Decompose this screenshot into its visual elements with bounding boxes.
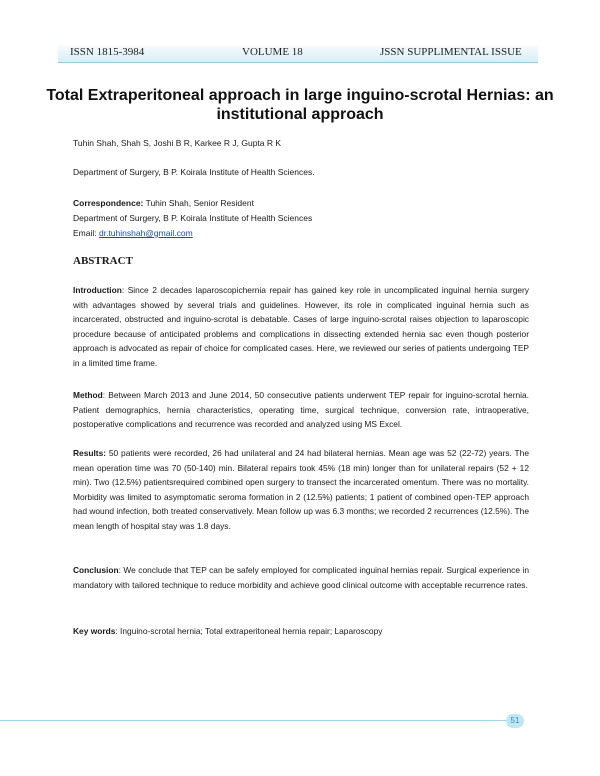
- footer-divider: [0, 720, 520, 721]
- affiliation: Department of Surgery, B P. Koirala Institute of Health Sciences.: [73, 167, 315, 177]
- page-number: 51: [506, 714, 524, 728]
- conclusion-label: Conclusion: [73, 565, 119, 575]
- introduction-label: Introduction: [73, 285, 122, 295]
- email-link[interactable]: dr.tuhinshah@gmail.com: [98, 228, 193, 238]
- conclusion-paragraph: [73, 563, 529, 592]
- conclusion-text: : We conclude that TEP can be safely employed for complicated inguinal hernias repair. Surgical experience in mandatory with tailored technique to reduce morbidity and achieve good clinical outcome with acceptable recurrence rates.: [73, 565, 529, 590]
- journal-header: [58, 44, 538, 63]
- correspondence-block: [73, 196, 312, 241]
- keywords-text: : Inguino-scrotal hernia; Total extraperitoneal hernia repair; Laparoscopy: [115, 626, 383, 636]
- results-label: Results:: [73, 448, 107, 458]
- email-line: [73, 226, 312, 241]
- correspondence-department: Department of Surgery, B P. Koirala Institute of Health Sciences: [73, 213, 313, 223]
- header-volume: VOLUME 18: [242, 46, 303, 58]
- author-list: Tuhin Shah, Shah S, Joshi B R, Karkee R J, Gupta R K: [73, 138, 282, 148]
- method-paragraph: [73, 388, 529, 432]
- correspondence-name: Tuhin Shah, Senior Resident: [143, 198, 254, 208]
- keywords-paragraph: [73, 624, 529, 639]
- method-label: Method: [73, 390, 103, 400]
- correspondence-line: [73, 196, 312, 211]
- header-jssn: JSSN SUPPLIMENTAL ISSUE: [380, 46, 522, 58]
- correspondence-label: Correspondence:: [73, 198, 144, 208]
- introduction-text: : Since 2 decades laparoscopichernia repair has gained key role in uncomplicated inguinal hernia surgery with advantages showed by several trials and guidelines. However, its role in complicated inguinal hernia such as incarcerated, obstructed and inguino-scrotal is debatable. Cases of large inguino-scrotal raises objection to laparoscopic procedure because of anticipated problems and complications in dissecting extended hernia sac even though posterior approach is advocated as repair of choice for complicated cases. Here, we reviewed our series of patients undergoing TEP in a limited time frame.: [73, 285, 529, 368]
- abstract-heading: ABSTRACT: [73, 255, 133, 267]
- results-text: 50 patients were recorded, 26 had unilateral and 24 had bilateral hernias. Mean age was 52 (22-72) years. The mean operation time was 70 (50-140) min. Bilateral repairs took 45% (18 min) longer than for unilateral repairs (52 + 12 min). Two (12.5%) patientsrequired combined open surgery to transect the incarcerated omentum. There was no mortality. Morbidity was limited to asymptomatic seroma formation in 2 (12.5%) patients; 1 patient of combined open-TEP approach had wound infection, both treated conservatively. Mean follow up was 6.3 months; we recorded 2 recurrences (12.5%). The mean length of hospital stay was 1.8 days.: [73, 448, 529, 531]
- keywords-label: Key words: [73, 626, 116, 636]
- results-paragraph: [73, 446, 529, 534]
- introduction-paragraph: [73, 283, 529, 371]
- header-issn: ISSN 1815-3984: [70, 46, 145, 58]
- article-title: Total Extraperitoneal approach in large inguino-scrotal Hernias: an institutional approach: [46, 87, 554, 123]
- email-label: Email:: [73, 228, 99, 238]
- method-text: : Between March 2013 and June 2014, 50 consecutive patients underwent TEP repair for inguino-scrotal hernia. Patient demographics, hernia characteristics, operating time, surgical technique, conversion rate, intraoperative, postoperative complications and recurrence was recorded and analyzed using MS Excel.: [73, 390, 529, 430]
